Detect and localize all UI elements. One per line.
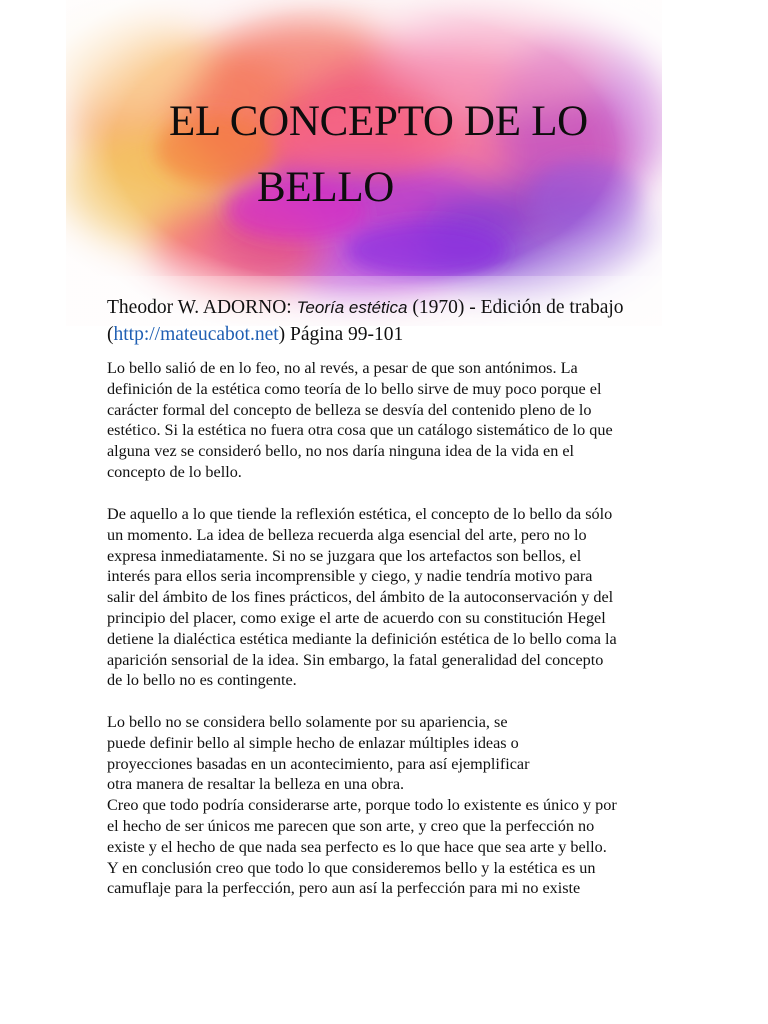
paragraph-line: expresa inmediatamente. Si no se juzgara que los artefactos son bellos, el: [107, 546, 582, 565]
paragraph-line: salir del ámbito de los fines prácticos, del ámbito de la autoconservación y del: [107, 588, 614, 607]
paragraph-line: de lo bello no es contingente.: [107, 671, 297, 690]
paragraph-line: alguna vez se consideró bello, no nos daría ninguna idea de la vida en el: [107, 442, 575, 461]
watercolor-banner: [66, 0, 662, 326]
citation-work-title: Teoría estética: [296, 298, 408, 317]
watercolor-splash-image: [66, 0, 662, 326]
paragraph-line: camuflaje para la perfección, pero aun así la perfección para mi no existe: [107, 879, 581, 898]
paragraph-line: existe y el hecho de que nada sea perfecto es lo que hace que sea arte y bello.: [107, 837, 607, 856]
paragraph-1: [107, 358, 663, 483]
paragraph-line: el hecho de ser únicos me parecen que son arte, y creo que la perfección no: [107, 816, 595, 835]
paragraph-line: concepto de lo bello.: [107, 462, 242, 481]
paragraph-line: Lo bello salió de en lo feo, no al revés, a pesar de que son antónimos. La: [107, 359, 578, 377]
citation-open-paren: (: [107, 324, 114, 345]
paragraph-line: principio del placer, como exige el arte de acuerdo con su constitución Hegel: [107, 608, 606, 627]
paragraph-line: detiene la dialéctica estética mediante la definición estética de lo bello coma la: [107, 629, 617, 648]
paragraph-line: puede definir bello al simple hecho de enlazar múltiples ideas o: [107, 733, 519, 752]
paragraph-line: estético. Si la estética no fuera otra cosa que un catálogo sistemático de lo que: [107, 421, 613, 440]
paragraph-3: [107, 712, 663, 899]
paragraph-line: De aquello a lo que tiende la reflexión estética, el concepto de lo bello da sólo: [107, 505, 613, 523]
paragraph-line: Y en conclusión creo que todo lo que consideremos bello y la estética es un: [107, 858, 596, 877]
paragraph-line: un momento. La idea de belleza recuerda alga esencial del arte, pero no lo: [107, 525, 587, 544]
paragraph-line: interés para ellos seria incomprensible y ciego, y nadie tendría motivo para: [107, 567, 593, 586]
paragraph-line: definición de la estética como teoría de lo bello sirve de muy poco porque el: [107, 379, 602, 398]
paragraph-line: Creo que todo podría considerarse arte, porque todo lo existente es único y por: [107, 796, 617, 815]
citation-link[interactable]: http://mateucabot.net: [113, 324, 279, 345]
citation-pages: ) Página 99-101: [278, 324, 404, 345]
paragraph-line: aparición sensorial de la idea. Sin embargo, la fatal generalidad del concepto: [107, 650, 604, 669]
citation-year-edition: (1970) - Edición de trabajo: [407, 297, 624, 318]
source-citation: [107, 294, 707, 348]
paragraph-line: Lo bello no se considera bello solamente por su apariencia, se: [107, 713, 508, 731]
document-title-line-1: EL CONCEPTO DE LO: [169, 98, 588, 145]
document-title-line-2: BELLO: [257, 164, 395, 211]
paragraph-line: carácter formal del concepto de belleza se desvía del contenido pleno de lo: [107, 400, 592, 419]
paragraph-line: otra manera de resaltar la belleza en una obra.: [107, 775, 405, 794]
paragraph-line: proyecciones basadas en un acontecimiento, para así ejemplificar: [107, 754, 530, 773]
paragraph-2: [107, 504, 663, 691]
citation-author: Theodor W. ADORNO:: [107, 297, 297, 318]
